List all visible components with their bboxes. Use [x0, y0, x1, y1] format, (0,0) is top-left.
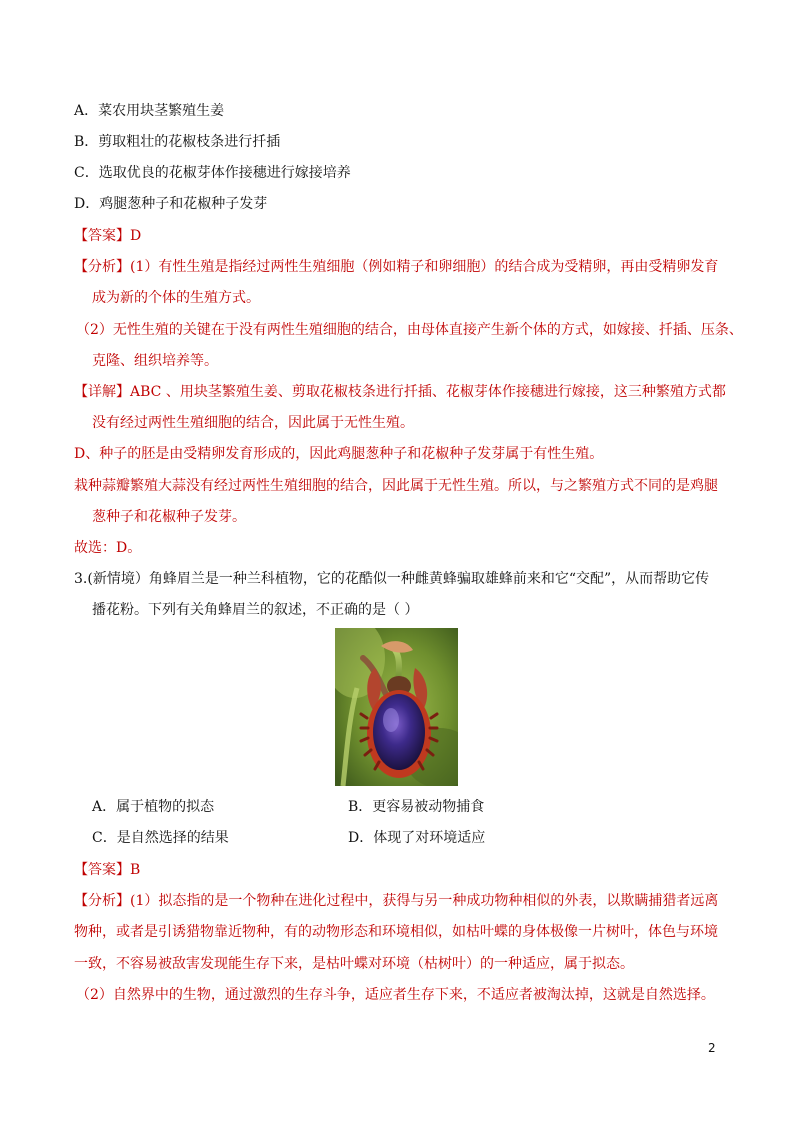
analysis-line-2: 成为新的个体的生殖方式。 [92, 290, 260, 306]
q3-option-b: B．更容易被动物捕食 [348, 799, 485, 815]
answer-line [74, 226, 141, 246]
detail-line-5: 葱种子和花椒种子发芽。 [92, 509, 246, 525]
option-d: D．鸡腿葱种子和花椒种子发芽 [74, 196, 268, 212]
detail-line-3: D、种子的胚是由受精卵发育形成的，因此鸡腿葱种子和花椒种子发芽属于有性生殖。 [74, 446, 604, 462]
q3-analysis-text: (1）拟态指的是一个物种在进化过程中，获得与另一种成功物种相似的外表，以欺瞒捕猎者远离 [130, 893, 719, 909]
page-number: 2 [708, 1041, 716, 1055]
option-c: C．选取优良的花椒芽体作接穗进行嫁接培养 [74, 165, 351, 181]
answer-value: D [130, 228, 142, 244]
orchid-photo [335, 628, 458, 786]
answer-tag: 【答案】 [74, 228, 130, 244]
q3-analysis-line-3: 一致，不容易被敌害发现能生存下来，是枯叶蝶对环境（枯树叶）的一种适应，属于拟态。 [74, 956, 634, 972]
q3-answer-value: B [130, 862, 141, 878]
q3-analysis-line-2: 物种，或者是引诱猎物靠近物种，有的动物形态和环境相似，如枯叶蝶的身体极像一片树叶，体色与环境 [74, 924, 718, 940]
question-3-stem-cont: 播花粉。下列有关角蜂眉兰的叙述，不正确的是（ ） [92, 602, 419, 618]
analysis-line-1 [74, 257, 718, 277]
conclusion: 故选：D。 [74, 540, 142, 556]
q3-option-d: D．体现了对环境适应 [348, 830, 486, 846]
q3-analysis-line-4: （2）自然界中的生物，通过激烈的生存斗争，适应者生存下来，不适应者被淘汰掉，这就是自然选择。 [76, 987, 715, 1003]
option-a: A．菜农用块茎繁殖生姜 [74, 103, 225, 119]
q3-analysis-tag: 【分析】 [74, 893, 130, 909]
detail-text: ABC 、用块茎繁殖生姜、剪取花椒枝条进行扦插、花椒芽体作接穗进行嫁接，这三种繁殖方式都 [130, 384, 726, 400]
option-b: B．剪取粗壮的花椒枝条进行扦插 [74, 134, 281, 150]
detail-line-1 [74, 382, 726, 402]
analysis-line-3: （2）无性生殖的关键在于没有两性生殖细胞的结合，由母体直接产生新个体的方式，如嫁接、扦插、压条、 [76, 322, 743, 338]
analysis-line-4: 克隆、组织培养等。 [92, 353, 218, 369]
q3-option-c: C．是自然选择的结果 [92, 830, 229, 846]
question-3-stem: 3.(新情境）角蜂眉兰是一种兰科植物，它的花酷似一种雌黄蜂骗取雄蜂前来和它“交配”，从而帮助它传 [74, 571, 710, 587]
detail-line-4: 栽种蒜瓣繁殖大蒜没有经过两性生殖细胞的结合，因此属于无性生殖。所以，与之繁殖方式不同的是鸡腿 [74, 478, 718, 494]
q3-answer-line [74, 860, 140, 880]
analysis-text: (1）有性生殖是指经过两性生殖细胞（例如精子和卵细胞）的结合成为受精卵，再由受精卵发育 [130, 259, 719, 275]
q3-analysis-line-1 [74, 891, 718, 911]
q3-answer-tag: 【答案】 [74, 862, 130, 878]
detail-line-2: 没有经过两性生殖细胞的结合，因此属于无性生殖。 [92, 415, 414, 431]
q3-option-a: A．属于植物的拟态 [92, 799, 215, 815]
detail-tag: 【详解】 [74, 384, 130, 400]
analysis-tag: 【分析】 [74, 259, 130, 275]
